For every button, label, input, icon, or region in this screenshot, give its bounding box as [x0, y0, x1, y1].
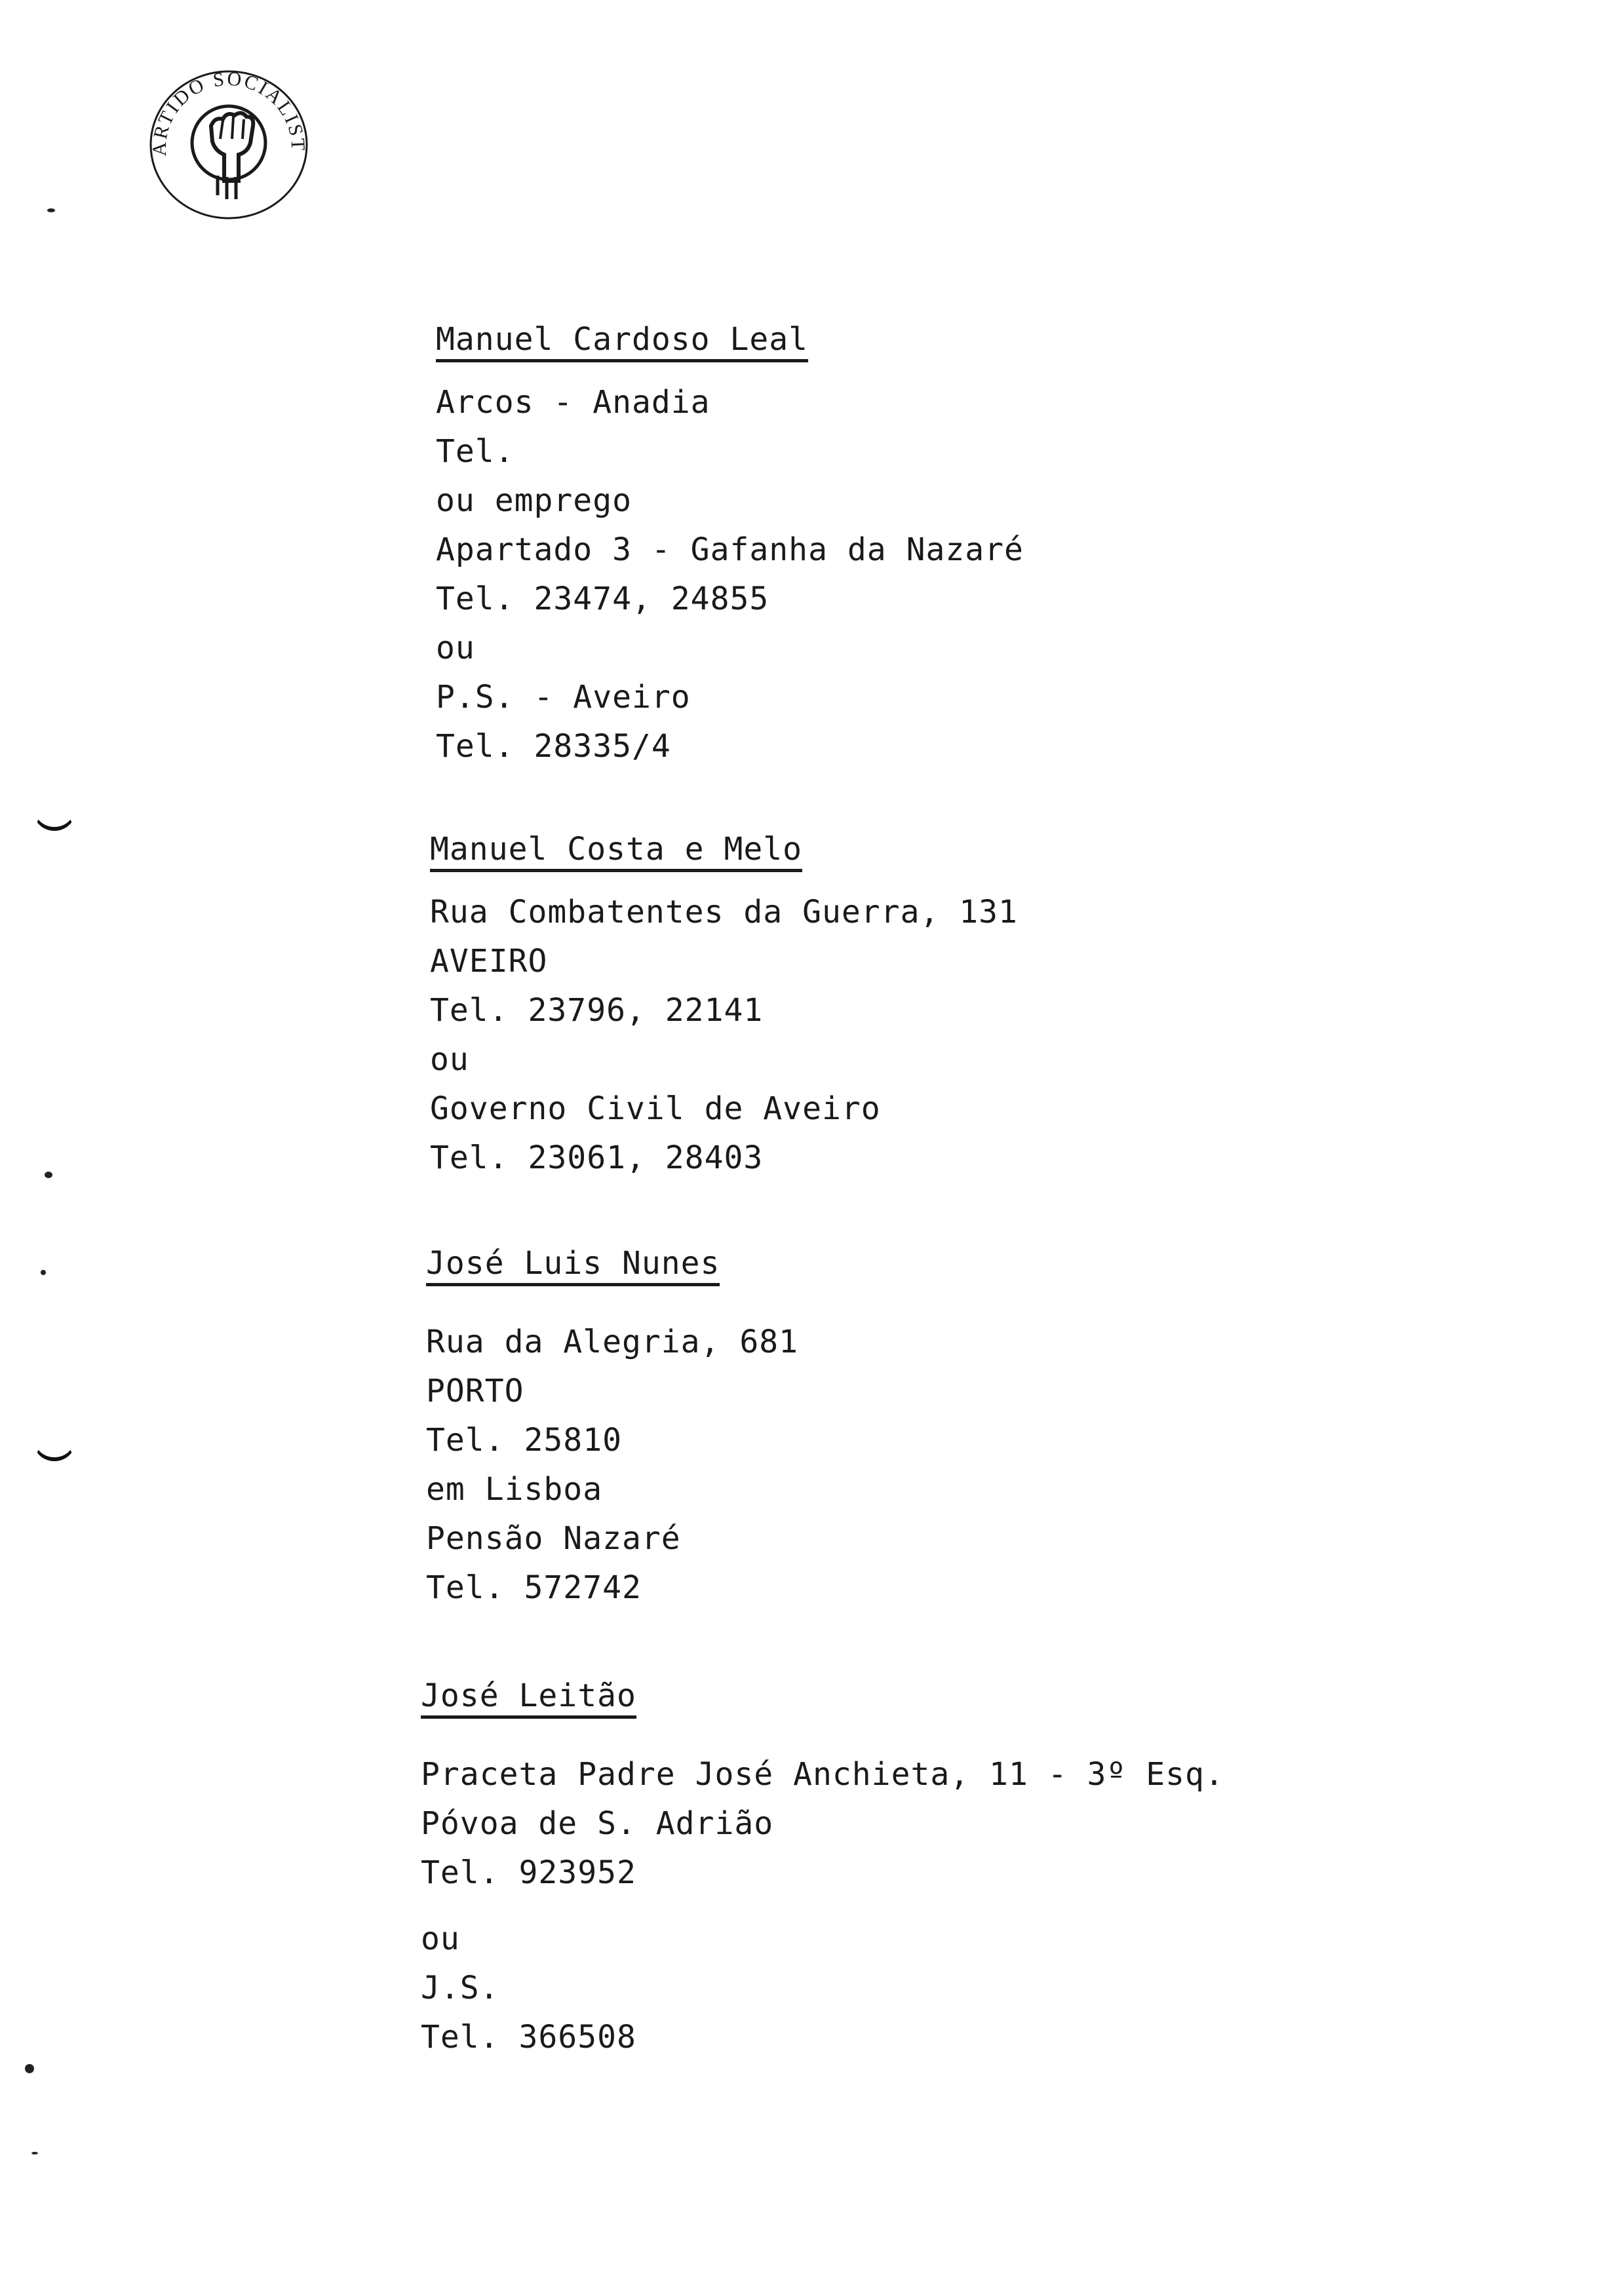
address-line: ou — [430, 1041, 469, 1078]
address-line: ou — [421, 1921, 460, 1957]
contact-name: Manuel Costa e Melo — [430, 831, 802, 872]
margin-speck — [25, 2064, 34, 2073]
address-line: AVEIRO — [430, 943, 548, 980]
phone-line: Tel. 23796, 22141 — [430, 992, 764, 1029]
address-line: ou emprego — [436, 482, 632, 519]
margin-mark — [33, 1438, 76, 1461]
contact-entry — [430, 831, 1018, 1183]
logo-text: ARTIDO SOCIALIST — [148, 67, 309, 157]
address-line: Praceta Padre José Anchieta, 11 - 3º Esq. — [421, 1756, 1224, 1793]
contact-entry — [436, 321, 1024, 771]
margin-speck — [31, 2152, 38, 2154]
phone-line: Tel. 28335/4 — [436, 728, 671, 765]
address-line: Governo Civil de Aveiro — [430, 1090, 881, 1127]
address-line: Tel. — [436, 433, 515, 470]
address-line: Póvoa de S. Adrião — [421, 1805, 774, 1842]
phone-line: Tel. 23061, 28403 — [430, 1139, 764, 1176]
address-line: ou — [436, 630, 475, 666]
contact-entry — [426, 1245, 798, 1613]
phone-line: Tel. 25810 — [426, 1422, 622, 1459]
margin-speck — [45, 1172, 52, 1178]
contact-name: Manuel Cardoso Leal — [436, 321, 808, 362]
margin-mark — [33, 807, 76, 831]
address-line: PORTO — [426, 1373, 524, 1409]
contact-name: José Leitão — [421, 1677, 636, 1719]
address-line: Apartado 3 - Gafanha da Nazaré — [436, 531, 1024, 568]
address-line: em Lisboa — [426, 1471, 603, 1508]
address-line: Rua da Alegria, 681 — [426, 1324, 799, 1360]
address-line: Pensão Nazaré — [426, 1520, 681, 1557]
svg-text:PARTIDO SOCIALISTA — [146, 66, 309, 157]
party-logo — [146, 66, 312, 221]
address-line: P.S. - Aveiro — [436, 679, 691, 716]
address-line: Arcos - Anadia — [436, 384, 710, 421]
contact-name: José Luis Nunes — [426, 1245, 720, 1286]
raised-fist-icon — [211, 113, 253, 199]
phone-line: Tel. 366508 — [421, 2019, 636, 2056]
margin-speck — [41, 1270, 46, 1275]
phone-line: Tel. 23474, 24855 — [436, 581, 769, 617]
party-seal-icon — [146, 66, 312, 221]
margin-speck — [47, 208, 55, 212]
phone-line: Tel. 572742 — [426, 1569, 642, 1606]
address-line: Rua Combatentes da Guerra, 131 — [430, 894, 1018, 930]
contact-entry — [421, 1677, 1224, 2062]
phone-line: Tel. 923952 — [421, 1854, 636, 1891]
address-line: J.S. — [421, 1970, 499, 2006]
